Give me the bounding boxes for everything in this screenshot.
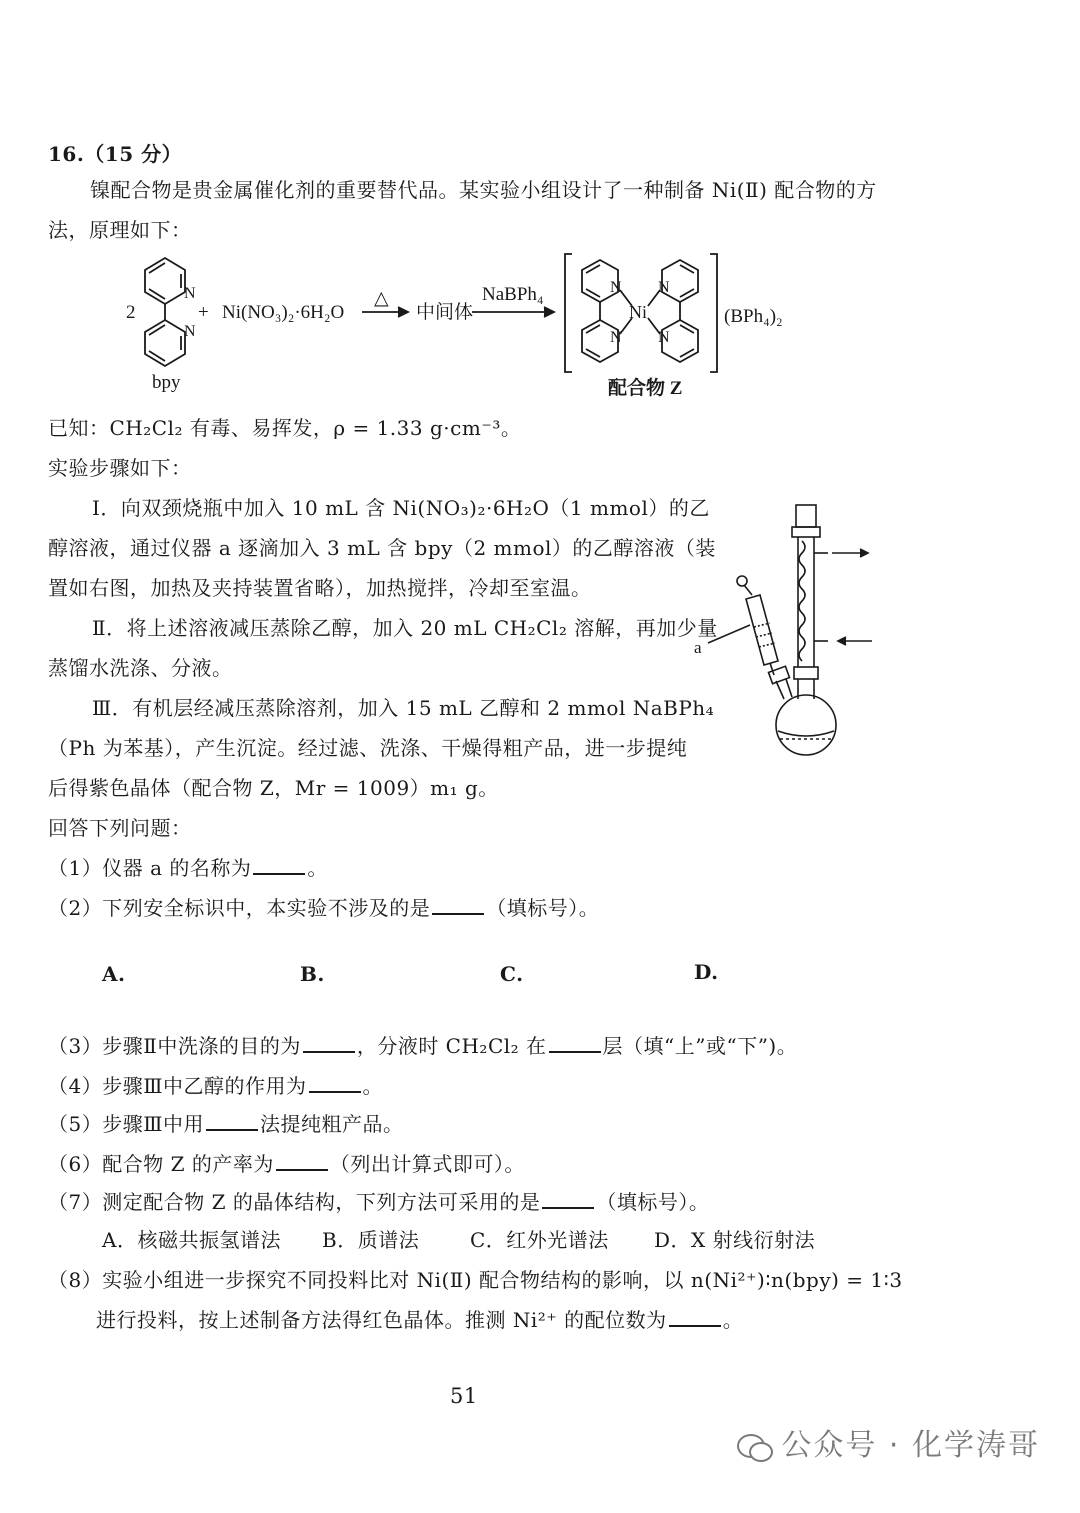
- plus-sign: +: [198, 302, 209, 323]
- step-1-line-3: 置如右图，加热及夹持装置省略），加热搅拌，冷却至室温。: [48, 576, 592, 600]
- apparatus-figure: [688, 495, 888, 765]
- known-info: 已知：CH₂Cl₂ 有毒、易挥发，ρ = 1.33 g·cm⁻³。: [48, 416, 522, 440]
- q8-text: 进行投料，按上述制备方法得红色晶体。推测 Ni²⁺ 的配位数为: [96, 1308, 667, 1332]
- bpy-label: bpy: [152, 372, 181, 393]
- coefficient: 2: [126, 302, 136, 323]
- q4-text: （4）步骤Ⅲ中乙醇的作用为: [48, 1074, 307, 1098]
- page-number: 51: [450, 1384, 478, 1408]
- question-3: [48, 1032, 797, 1060]
- watermark: [737, 1420, 1040, 1464]
- q5-end: 法提纯粗产品。: [260, 1112, 404, 1136]
- counter-ion: (BPh₄)₂: [724, 306, 783, 327]
- complex-ni: Ni: [629, 302, 647, 322]
- q5-answer-blank[interactable]: [206, 1111, 258, 1131]
- q2-end: （填标号）。: [486, 896, 600, 920]
- nabph4-label: NaBPh₄: [482, 284, 544, 305]
- wechat-icon: [737, 1432, 773, 1462]
- q4-end: 。: [362, 1074, 384, 1098]
- complex-n-2: N: [610, 329, 622, 346]
- q8-end: 。: [722, 1308, 744, 1332]
- q6-text: （6）配合物 Z 的产率为: [48, 1152, 274, 1176]
- step-1-line-2: 醇溶液，通过仪器 a 逐滴加入 3 mL 含 bpy（2 mmol）的乙醇溶液（装: [48, 536, 716, 560]
- option-b: B.: [300, 962, 325, 986]
- step-1-line-1: Ⅰ．向双颈烧瓶中加入 10 mL 含 Ni(NO₃)₂·6H₂O（1 mmol）的乙: [92, 496, 710, 520]
- step-3-line-2: （Ph 为苯基），产生沉淀。经过滤、洗涤、干燥得粗产品，进一步提纯: [48, 736, 688, 760]
- intro-line-1: 镍配合物是贵金属催化剂的重要替代品。某实验小组设计了一种制备 Ni(Ⅱ) 配合物的方: [90, 178, 877, 202]
- question-4: [48, 1072, 383, 1100]
- option-d: D.: [694, 960, 719, 984]
- q3-text-2: ，分液时 CH₂Cl₂ 在: [356, 1034, 547, 1058]
- steps-heading: 实验步骤如下：: [48, 456, 192, 480]
- q2-text: （2）下列安全标识中，本实验不涉及的是: [48, 896, 431, 920]
- q1-text: （1）仪器 a 的名称为: [48, 856, 252, 880]
- q5-text: （5）步骤Ⅲ中用: [48, 1112, 205, 1136]
- complex-n-3: N: [658, 279, 670, 296]
- complex-n-4: N: [658, 329, 670, 346]
- option-c: C.: [500, 962, 524, 986]
- q7-text: （7）测定配合物 Z 的晶体结构，下列方法可采用的是: [48, 1190, 541, 1214]
- question-8-line-1: （8）实验小组进一步探究不同投料比对 Ni(Ⅱ) 配合物结构的影响，以 n(Ni²⁺)∶n(bpy) = 1∶3: [48, 1268, 903, 1292]
- intro-line-2: 法，原理如下：: [48, 218, 192, 242]
- intermediate-label: 中间体: [416, 302, 474, 323]
- q7-option-a: A．核磁共振氢谱法: [102, 1228, 281, 1252]
- q7-option-b: B．质谱法: [322, 1228, 420, 1252]
- reaction-scheme: [110, 248, 970, 398]
- q7-option-c: C．红外光谱法: [470, 1228, 609, 1252]
- question-7: [48, 1188, 709, 1216]
- q8-answer-blank[interactable]: [669, 1307, 721, 1327]
- q1-end: 。: [307, 856, 328, 880]
- step-3-line-3: 后得紫色晶体（配合物 Z，Mr = 1009）m₁ g。: [48, 776, 499, 800]
- q7-option-d: D．X 射线衍射法: [654, 1228, 816, 1252]
- option-a: A.: [102, 962, 126, 986]
- bpy-n-top: N: [184, 285, 196, 302]
- question-2: [48, 894, 599, 922]
- apparatus-label-a: a: [694, 638, 702, 657]
- question-8-line-2: [96, 1306, 743, 1334]
- watermark-text: 公众号 · 化学涛哥: [781, 1428, 1040, 1463]
- q3-answer-blank-1[interactable]: [303, 1033, 355, 1053]
- q2-answer-blank[interactable]: [432, 895, 484, 915]
- answer-heading: 回答下列问题：: [48, 816, 192, 840]
- q3-answer-blank-2[interactable]: [549, 1033, 601, 1053]
- question-1: [48, 854, 328, 882]
- complex-n-1: N: [610, 279, 622, 296]
- question-5: [48, 1110, 404, 1138]
- q1-answer-blank[interactable]: [253, 855, 305, 875]
- q6-answer-blank[interactable]: [276, 1151, 328, 1171]
- question-6: [48, 1150, 525, 1178]
- reagent-formula: Ni(NO₃)₂·6H₂O: [222, 302, 345, 323]
- heat-symbol: △: [374, 288, 389, 309]
- step-2-line-1: Ⅱ．将上述溶液减压蒸除乙醇，加入 20 mL CH₂Cl₂ 溶解，再加少量: [92, 616, 718, 640]
- q3-text-3: 层（填“上”或“下”)。: [602, 1034, 798, 1058]
- bpy-n-bottom: N: [184, 323, 196, 340]
- q6-end: （列出计算式即可）。: [329, 1152, 525, 1176]
- question-number: 16.（15 分）: [48, 142, 183, 166]
- q4-answer-blank[interactable]: [309, 1073, 361, 1093]
- step-2-line-2: 蒸馏水洗涤、分液。: [48, 656, 233, 680]
- product-label: 配合物 Z: [608, 378, 683, 398]
- q7-answer-blank[interactable]: [542, 1189, 594, 1209]
- q7-end: （填标号）。: [596, 1190, 710, 1214]
- q3-text: （3）步骤Ⅱ中洗涤的目的为: [48, 1034, 301, 1058]
- step-3-line-1: Ⅲ．有机层经减压蒸除溶剂，加入 15 mL 乙醇和 2 mmol NaBPh₄: [92, 696, 715, 720]
